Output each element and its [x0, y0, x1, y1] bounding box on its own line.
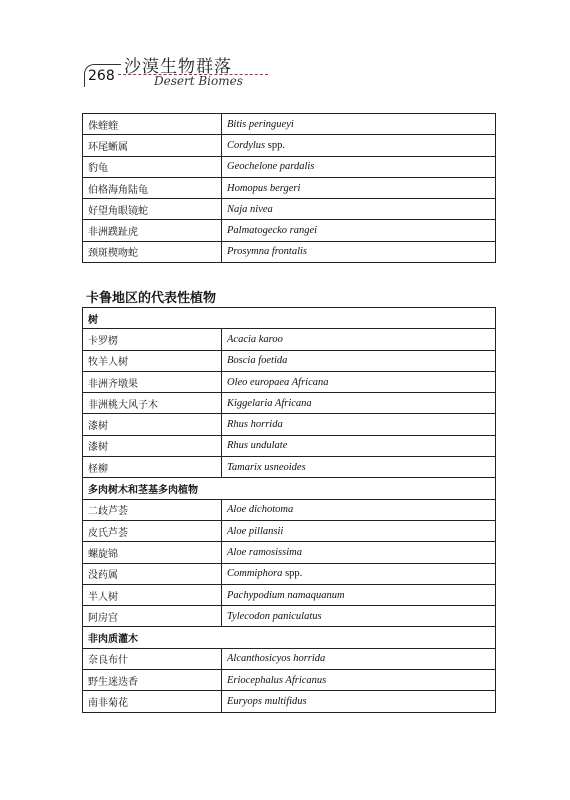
common-name-cell: 非洲齐墩果	[83, 371, 222, 392]
table-row	[83, 177, 496, 198]
scientific-name-cell	[222, 670, 496, 691]
scientific-name: Tamarix usneoides	[227, 461, 306, 473]
table-row	[83, 114, 496, 135]
scientific-name-cell	[222, 520, 496, 541]
category-label: 多肉树木和茎基多肉植物	[83, 478, 496, 499]
category-label: 树	[83, 308, 496, 329]
scientific-name: Geochelone pardalis	[227, 161, 315, 173]
common-name-cell: 伯格海角陆龟	[83, 177, 222, 198]
table-row	[83, 457, 496, 478]
table-row	[83, 435, 496, 456]
table-row	[83, 329, 496, 350]
common-name-cell: 阿房宫	[83, 606, 222, 627]
scientific-name: Prosymna frontalis	[227, 246, 308, 258]
scientific-name: Rhus horrida	[227, 419, 283, 431]
common-name-cell: 奈良布什	[83, 648, 222, 669]
common-name-cell: 非洲蹼趾虎	[83, 220, 222, 241]
scientific-name: Homopus bergeri	[227, 182, 301, 194]
scientific-name: Acacia karoo	[227, 333, 283, 345]
scientific-name-suffix: spp.	[282, 568, 303, 580]
category-row	[83, 308, 496, 329]
scientific-name-cell	[222, 606, 496, 627]
scientific-name: Pachypodium namaquanum	[227, 589, 345, 601]
table-row	[83, 606, 496, 627]
table-row	[83, 220, 496, 241]
table-row	[83, 350, 496, 371]
scientific-name: Boscia foetida	[227, 355, 288, 367]
scientific-name-cell	[222, 648, 496, 669]
common-name-cell: 半人树	[83, 584, 222, 605]
category-row	[83, 478, 496, 499]
scientific-name: Commiphora	[227, 568, 283, 580]
common-name-cell: 侏蝰蝰	[83, 114, 222, 135]
table-row	[83, 371, 496, 392]
table-row	[83, 648, 496, 669]
scientific-name: Aloe ramosissima	[227, 546, 302, 558]
category-label: 非肉质灌木	[83, 627, 496, 648]
scientific-name: Eriocephalus Africanus	[227, 674, 327, 686]
scientific-name: Oleo europaea Africana	[227, 376, 329, 388]
scientific-name: Bitis peringueyi	[227, 118, 294, 130]
common-name-cell: 皮氏芦荟	[83, 520, 222, 541]
table-row	[83, 499, 496, 520]
table-row	[83, 241, 496, 262]
scientific-name: Palmatogecko rangei	[227, 225, 318, 237]
scientific-name-cell	[222, 691, 496, 712]
karoo-plants-table	[82, 307, 496, 713]
table-row	[83, 156, 496, 177]
scientific-name-cell	[222, 393, 496, 414]
common-name-cell: 漆树	[83, 414, 222, 435]
scientific-name-cell	[222, 371, 496, 392]
table-row	[83, 414, 496, 435]
table-row	[83, 520, 496, 541]
common-name-cell: 南非菊花	[83, 691, 222, 712]
common-name-cell: 非洲桃大风子木	[83, 393, 222, 414]
scientific-name-cell	[222, 457, 496, 478]
table-row	[83, 199, 496, 220]
scientific-name-cell	[222, 135, 496, 156]
common-name-cell: 野生迷迭香	[83, 670, 222, 691]
common-name-cell: 豹龟	[83, 156, 222, 177]
scientific-name: Cordylus	[227, 139, 266, 151]
table-row	[83, 563, 496, 584]
scientific-name-cell	[222, 241, 496, 262]
common-name-cell: 颈斑楔吻蛇	[83, 241, 222, 262]
scientific-name-cell	[222, 329, 496, 350]
common-name-cell: 二歧芦荟	[83, 499, 222, 520]
common-name-cell: 螺旋锦	[83, 542, 222, 563]
scientific-name-cell	[222, 199, 496, 220]
scientific-name-cell	[222, 114, 496, 135]
table-row	[83, 670, 496, 691]
scientific-name-cell	[222, 563, 496, 584]
common-name-cell: 卡罗楞	[83, 329, 222, 350]
scientific-name-cell	[222, 350, 496, 371]
scientific-name-cell	[222, 542, 496, 563]
scientific-name-cell	[222, 220, 496, 241]
common-name-cell: 没药属	[83, 563, 222, 584]
scientific-name: Aloe pillansii	[227, 525, 284, 537]
category-row	[83, 627, 496, 648]
scientific-name: Kiggelaria Africana	[227, 397, 312, 409]
table-row	[83, 542, 496, 563]
common-name-cell: 柽柳	[83, 457, 222, 478]
scientific-name-cell	[222, 156, 496, 177]
page-number: 268	[88, 68, 115, 84]
common-name-cell: 环尾蜥属	[83, 135, 222, 156]
scientific-name: Tylecodon paniculatus	[227, 610, 322, 622]
page-header	[88, 46, 288, 96]
table-row	[83, 691, 496, 712]
reptile-table	[82, 113, 496, 263]
common-name-cell: 牧羊人树	[83, 350, 222, 371]
table-row	[83, 584, 496, 605]
scientific-name: Naja nivea	[227, 203, 273, 215]
table-row	[83, 393, 496, 414]
common-name-cell: 漆树	[83, 435, 222, 456]
scientific-name-cell	[222, 584, 496, 605]
scientific-name: Aloe dichotoma	[227, 504, 294, 516]
scientific-name: Rhus undulate	[227, 440, 288, 452]
scientific-name-cell	[222, 177, 496, 198]
chapter-title-cn: 沙漠生物群落	[124, 57, 232, 77]
section-heading: 卡鲁地区的代表性植物	[86, 291, 217, 306]
table-row	[83, 135, 496, 156]
scientific-name-cell	[222, 435, 496, 456]
scientific-name-cell	[222, 414, 496, 435]
scientific-name: Euryops multifidus	[227, 695, 307, 707]
common-name-cell: 好望角眼镜蛇	[83, 199, 222, 220]
chapter-title-en: Desert Biomes	[154, 74, 243, 88]
scientific-name-suffix: spp.	[265, 139, 285, 151]
scientific-name-cell	[222, 499, 496, 520]
scientific-name: Alcanthosicyos horrida	[227, 653, 326, 665]
